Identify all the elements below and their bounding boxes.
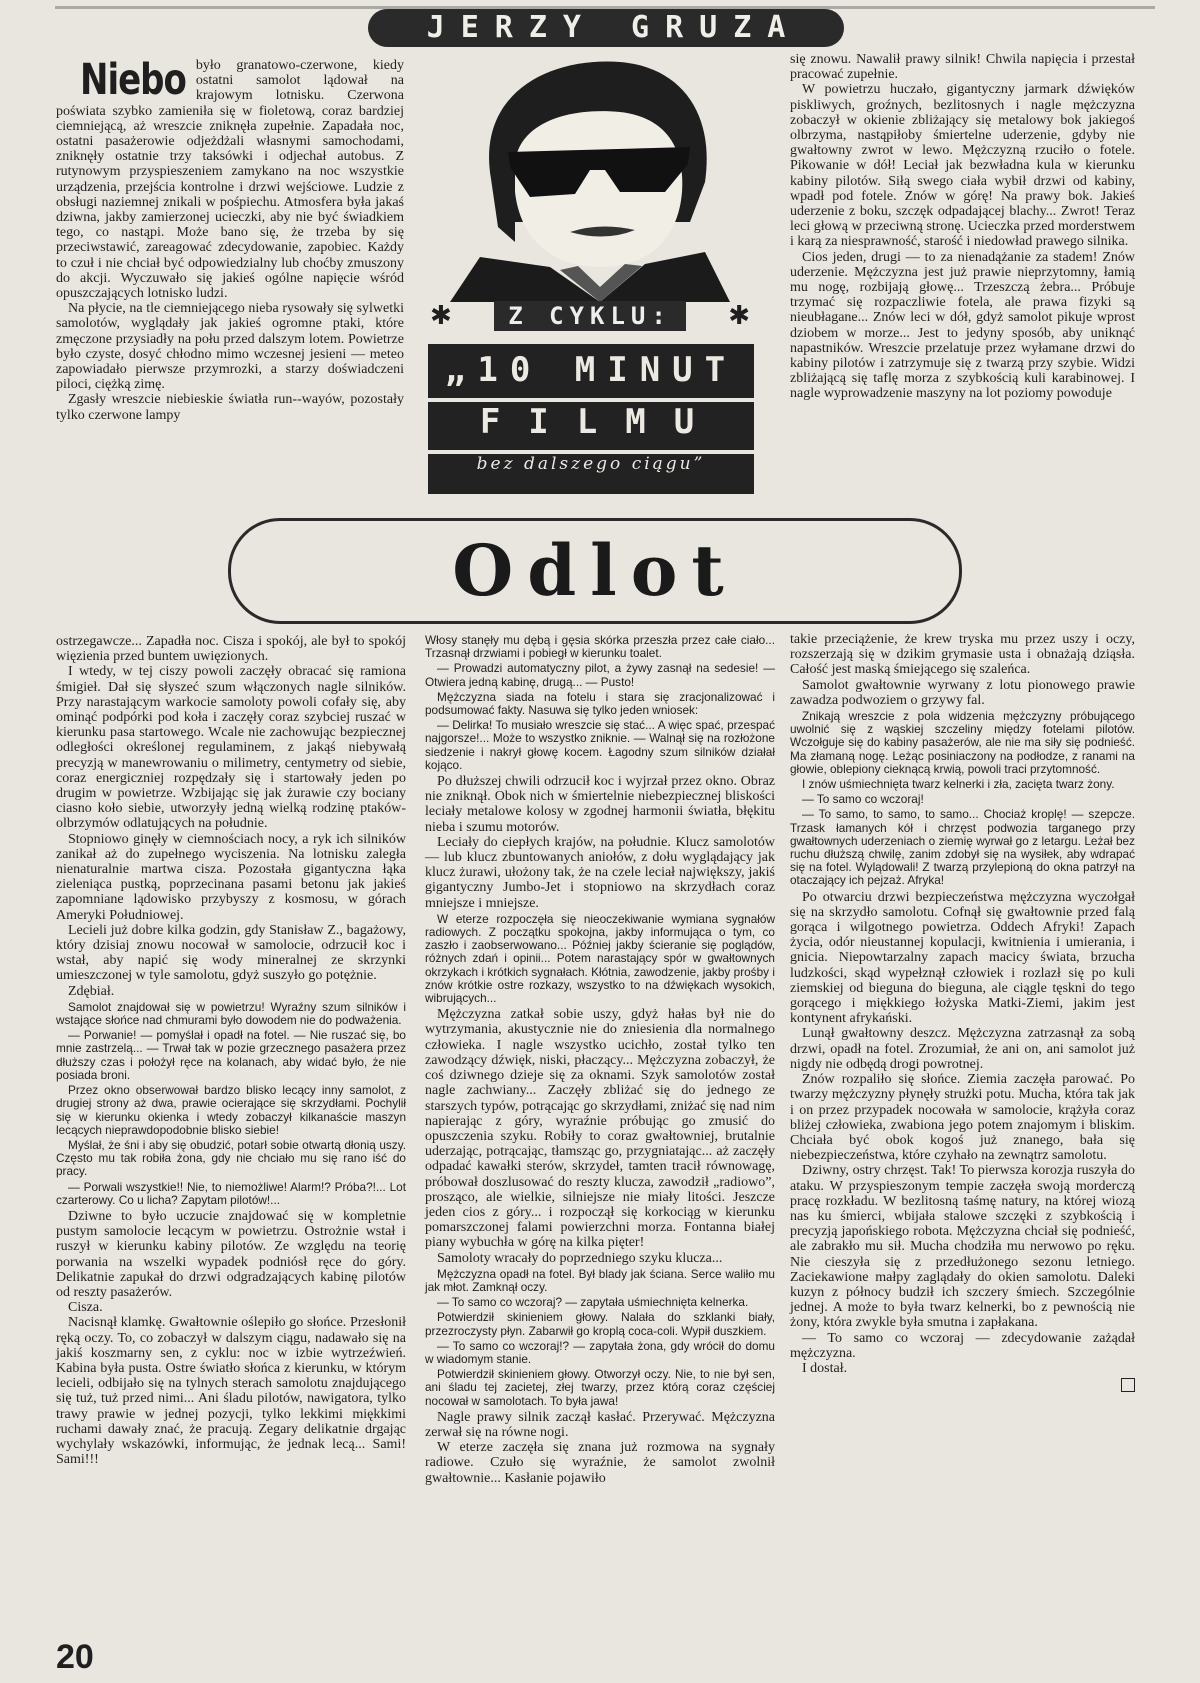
paragraph: Włosy stanęły mu dębą i gęsia skórka przeszła przez całe ciało... Trzasnął drzwiami i pobiegł w kierunku toalet.	[425, 633, 775, 661]
page-number: 20	[56, 1638, 94, 1676]
paragraph: — To samo co wczoraj!	[802, 792, 924, 807]
paragraph: Nacisnął klamkę. Gwałtownie oślepiło go słońce. Przesłonił ręką oczy. To, co zobaczył w dalszym ciągu, nadawało się na jakiś koszmarny sen, z cyklu: noc w izbie wytrzeźwień. Kabina była pusta. Ostre światło słońca z kierunku, w którym lecieli, odbijało się na tylnych sterach samolotu znajdującego się tuż, tuż przed nimi... Ani śladu pilotów, nawigatora, tylko trawy prawie w jednej pozycji, tylko lekkimi miękkimi ruchami dawały znać, że pracują. Zegary delikatnie drgając wychylały wskazówki, informując, że jednak lecą... Sami! Sami!!!	[56, 1315, 406, 1468]
paragraph: Zdębiał.	[68, 983, 115, 999]
star-icon: ✱	[430, 301, 452, 331]
paragraph: Po otwarciu drzwi bezpieczeństwa mężczyzna wyczołgał się na skrzydło samolotu. Cofnął się gwałtownie przed falą gorąca i wilgotnego powietrza. Oddech Afryki! Zapach życia, odór nieustannej kopulacji, kwitnienia i umierania, i gnicia. Niepowtarzalny zapach macicy świata, brzucha ludzkości, skąd wypełznął człowiek i rozlazł się po kuli ziemskiej od bieguna do bieguna, ale ciągle tęskni do tego gorącego i miękkiego łożyska Matki-Ziemi, jakim jest kontynent afrykański.	[790, 889, 1135, 1027]
paragraph: I dostał.	[802, 1360, 848, 1376]
series-prefix: Z CYKLU:	[494, 301, 686, 331]
paragraph: Lunął gwałtowny deszcz. Mężczyzna zatrzasnął za sobą drzwi, opadł na fotel. Zrozumiał, że ani on, ani samolot już nigdy nie odbędą drogi powrotnej.	[790, 1026, 1135, 1072]
paragraph: I znów uśmiechnięta twarz kelnerki i zła, zacięta twarz żony.	[802, 777, 1115, 792]
paragraph: Dziwne to było uczucie znajdować się w kompletnie pustym samolocie lecącym w powietrzu. Ostrożnie wstał i ruszył w kierunku kabiny pilotów. Ze względu na teorię porwania na wszelki wypadek podniósł ręce do góry. Delikatnie zapukał do drzwi odgradzających kabinę pilotów od reszty pasażerów.	[56, 1208, 406, 1300]
paragraph: W powietrzu huczało, gigantyczny jarmark dźwięków piskliwych, groźnych, bezlitosnych i nagle mężczyzna zobaczył w okienie zbliżający się metalowy bok jakiegoś olbrzyma, nastąpiłoby śmiertelne uderzenie, gdyby nie gwałtowny zwrot w lewo. Mężczyzną rzuciło o fotele. Pikowanie w dół! Leciał jak bezwładna kula w kierunku kabiny pilotów. Siłą swego ciała wybił drzwi od kabiny, wpadł pod fotele. Znów w górę! Na prawy bok. Jakieś uderzenie z boku, szczęk odpadającej blachy... Zwrot! Teraz leci głową w przeciwną stronę. Ucieczka przed morderstwem i karą za niesprawność, starość i niedowład prawego silnika.	[790, 82, 1135, 250]
star-icon: ✱	[728, 301, 750, 331]
paragraph: Mężczyzna opadł na fotel. Był blady jak ściana. Serce waliło mu jak młot. Zamknął oczy.	[425, 1266, 775, 1294]
paragraph: W eterze zaczęła się znana już rozmowa na sygnały radiowe. Czuło się wyraźnie, że samolot zwolnił gwałtownie... Kasłanie pojawiło	[425, 1440, 775, 1486]
author-name: JERZY GRUZA	[426, 10, 802, 45]
paragraph: Cios jeden, drugi — to za nienadążanie za stadem! Znów uderzenie. Mężczyzna jest już prawie nieprzytomny, łamią mu nogę, rozbijają głowę... Trzeszczą żebra... Próbuje trzymać się rozpaczliwie fotela, ale prawa fizyki są nieubłagane... Znów leci w dół, gdyż samolot pikuje wprost dziobem w morze... Jest to jedyny sposób, aby uniknąć napastników. Wreszcie przelatuje przez wyłamane drzwi do kabiny pilotów i zatrzymuje się z twarzą przy szybie. Widzi zbliżającą się taflę morza z szybkością kuli karabinowej. I nagle wyprowadzenie maszyny na lot poziomy powoduje	[790, 249, 1135, 402]
paragraph: — To samo co wczoraj — zdecydowanie zażądał mężczyzna.	[790, 1330, 1135, 1361]
cycle-line	[430, 302, 750, 330]
paragraph: I wtedy, w tej ciszy powoli zaczęły obracać się ramiona śmigieł. Dał się słyszeć szum włączonych nagle silników. Przy narastającym warkocie samoloty powoli cofały się, aby ominąć podpórki pod koła i zaczęły coraz szybciej ruszać w kierunku pasa startowego. Wcale nie zachowując bezpiecznej odległości określonej regulaminem, z jakąś niebywałą precyzją w manewrowaniu o milimetry, centymetry od siebie, coraz energiczniej rozpędzały się i startowały jeden po drugim w powietrze. Wzbijając się jak żurawie czy bociany ciasno koło siebie, utworzyły jedną wielką rodzinę ptaków-olbrzymów odlatujących na południe.	[56, 664, 406, 832]
paragraph: Zgasły wreszcie niebieskie światła run--wayów, pozostały tylko czerwone lampy	[56, 392, 404, 423]
paragraph: Potwierdził skinieniem głowy. Otworzył oczy. Nie, to nie był sen, ani śladu tej zacietej, złej twarzy, przez którą coraz częściej nocował w samolotach. To była jawa!	[425, 1367, 775, 1408]
divider	[428, 450, 754, 454]
portrait-illustration	[420, 52, 760, 302]
paragraph: — Delirka! To musiało wreszcie się stać... A więc spać, przespać najgorsze!... Może to wszystko zniknie. — Walnął się na rozłożone siedzenie i nakrył głowę kocem. Łagodny szum silników działał kojąco.	[425, 718, 775, 772]
paragraph: Samoloty wracały do poprzedniego szyku klucza...	[437, 1250, 723, 1266]
paragraph: — To samo co wczoraj!? — zapytała żona, gdy wrócił do domu w wiadomym stanie.	[425, 1338, 775, 1366]
paragraph: Nagle prawy silnik zaczął kasłać. Przerywać. Mężczyzna zerwał się na równe nogi.	[425, 1409, 775, 1440]
divider	[428, 398, 754, 402]
author-portrait-graphic	[420, 52, 760, 494]
paragraph: Samolot znajdował się w powietrzu! Wyraźny szum silników i wstające słońce nad chmurami było dowodem nie do podważenia.	[56, 999, 406, 1028]
paragraph: Myślał, że śni i aby się obudzić, potarł sobie otwartą dłonią uszy. Często mu tak robiła żona, gdy nie chciało mu się rano iść do pracy.	[56, 1137, 406, 1179]
paragraph: W eterze rozpoczęła się nieoczekiwanie wymiana sygnałów radiowych. Z początku spokojna, jakby informująca o tym, co zaszło i zaobserwowano... Później jakby ścieranie się poglądów, różnych zdań i opinii... Potem narastający spór w gwałtownych okrzykach i krótkich sygnałach. Kłótnia, zawodzenie, jakby prośby i znów krótkie ostre rozkazy, wszystko to na dźwiękach wysokich, wibrujących...	[425, 911, 775, 1006]
paragraph: ostrzegawcze... Zapadła noc. Cisza i spokój, ale był to spokój więzienia przed buntem uwięzionych.	[56, 634, 406, 665]
paragraph: Mężczyzna zatkał sobie uszy, gdyż hałas był nie do wytrzymania, akustycznie nie do zniesienia dla normalnego człowieka. I nagle wszystko ucichło, został tylko ten zawodzący dźwięk, niski, płaczący... Mężczyzna zobaczył, że coś dziwnego dzieje się za oknami. Szyk samolotów został nagle zachwiany... Zaczęły zbliżać się do jednego ze starszych typów, potrącając go skrzydłami, zniżać się nad nim napierając z góry, wyraźnie próbując go zmusić do opuszczenia szyku. Robiły to coraz gwałtowniej, brutalnie uderzając, potrącając, tłamsząc go, przygniatając... aż zaczęły odpadać kawałki sterów, skrzydeł, tamten tracił równowagę, próbował doszlusować do reszty klucza, zawodził „radiowo”, prosząco, ale wielkie, silniejsze nie miały litości. Jeszcze jeden cios z góry... i rozpoczął się korkociąg w kierunku pomarszczonej falami powierzchni morza. Fontanna białej piany wybuchła w górę na kilka pięter!	[425, 1007, 775, 1251]
paragraph: — To samo co wczoraj? — zapytała uśmiechnięta kelnerka.	[437, 1295, 749, 1310]
paragraph: Na płycie, na tle ciemniejącego nieba rysowały się sylwetki samolotów, wyglądały jak jakieś ogromne ptaki, które zmęczone przysiadły na połu przed dalszym lotem. Powietrze było czyste, dosyć chłodno mimo wczesnej jesieni — meteo zapowiadało pierwsze przymrozki, a starzy doświadczeni piloci, ciężką zimę.	[56, 301, 404, 393]
column-top-left	[56, 55, 404, 423]
series-subtitle: bez dalszego ciągu”	[476, 454, 706, 474]
column-3	[790, 632, 1135, 1392]
paragraph: — To samo, to samo, to samo... Chociaż kroplę! — szepcze. Trzask łamanych kół i chrzęst podwozia targanego przy gwałtownych uderzeniach o ziemię wyrwał go z letargu. Leżał bez ruchu dłuższą chwilę, zanim zdobył się na wysiłek, aby wdrapać się na fotel. Wylądowali! Z twarzą przylepioną do okna patrzył na otaczający ich pejzaż. Afryka!	[790, 807, 1135, 888]
paragraph: takie przeciążenie, że krew tryska mu przez uszy i oczy, rozszerzają się w dzikim grymasie usta i obnażają dziąsła. Całość jest maską śmiejącego się szaleńca.	[790, 632, 1135, 678]
paragraph: Mężczyzna siada na fotelu i stara się zracjonalizować i podsumować fakty. Nasuwa się tylko jeden wniosek:	[425, 689, 775, 718]
article-title: Odlot	[452, 529, 738, 612]
paragraph: — Porwali wszystkie!! Nie, to niemożliwe! Alarm!? Próba?!... Lot czarterowy. Co u licha? Zapytam pilotów!...	[56, 1179, 406, 1207]
paragraph: Potwierdził skinieniem głowy. Nalała do szklanki biały, przezroczysty płyn. Zabarwił go kroplą coca-coli. Wypił duszkiem.	[425, 1310, 775, 1338]
paragraph: było granatowo-czerwone, kiedy ostatni samolot lądował na krajowym lotnisku. Czerwona poświata szybko zamieniła się w fioletową, coraz bardziej ciemniejącą, aż wreszcie zniknęła zupełnie. Zapadała noc, ostatni pasażerowie odjeżdżali własnymi samochodami, zniknęły ostatnie trzy taksówki i odjechał autobus. Z rutynowym przyspieszeniem zamykano na noc wszystkie urządzenia, przejścia kontrolne i drzwi wejściowe. Ludzie z obsługi naziemnej znikali w pośpiechu. Atmosfera była jakaś dziwna, jakby zamierzonej ucieczki, aby nie być świadkiem tego, co nastąpi. Może bano się, że trzeba by się przeciwstawić, zareagować zdecydowanie, zapobiec. Każdy to czuł i nie chciał być odpowiedzialny lub choćby zmuszony do akcji. Wyczuwało się jakieś ogólne napięcie wśród opuszczających lotnisko ludzi.	[56, 58, 404, 302]
column-1	[56, 634, 406, 1467]
author-banner	[368, 9, 844, 47]
series-title-box	[428, 344, 754, 494]
paragraph: Samolot gwałtownie wyrwany z lotu pionowego prawie zawadza podwoziem o grzywy fal.	[790, 677, 1135, 708]
paragraph: Cisza.	[68, 1300, 103, 1316]
paragraph: Znów rozpaliło się słońce. Ziemia zaczęła parować. Po twarzy mężczyzny płynęły strużki potu. Mucha, która tak jak i on przez przypadek nocowała w samolocie, krążyła coraz bliżej człowieka, zwabiona jego potem znajomym i bliskim. Chciała być obok kogoś już znanego, bała się niebezpieczeństwa, które czyhało na zewnątrz samolotu.	[790, 1072, 1135, 1164]
paragraph: Leciały do ciepłych krajów, na południe. Klucz samolotów — lub klucz zbuntowanych aniołów, z dołu wyglądający jak klucz żurawi, ułożony tak, że na czele leciał największy, jakiś gigantyczny Jumbo-Jet i stopniowo na skrzydłach coraz mniejsze i mniejsze.	[425, 834, 775, 911]
paragraph: Dziwny, ostry chrzęst. Tak! To pierwsza korozja ruszyła do ataku. W przyspieszonym tempie zaczęła swoją morderczą pracę rozkładu. W bezlitosną taśmę natury, na której wiozą nas ku śmierci, wbijała stalowe szczęki z szybkością i precyzją japońskiego robota. Mężczyzna chciał się podnieść, ale zabrakło mu sił. Mucha chodziła mu nerwowo po ręku. Nie cieszyła się z przedłużonego sezonu letniego. Zaciekawione małpy zaglądały do okien samolotu. Daleki kuzyn z północy budził ich szczery śmiech. Szczególnie jednej. A może to była twarz kelnerki, bo z pewnością nie żony, która zwykle była smutna i zapłakana.	[790, 1163, 1135, 1331]
column-top-right	[790, 52, 1135, 402]
end-of-article-mark	[1121, 1378, 1135, 1392]
paragraph: Przez okno obserwował bardzo blisko lecący inny samolot, z drugiej strony aż dwa, prawie ocierające się skrzydłami. Pochylił się w kierunku okienka i wtedy zobaczył kilkanaście maszyn lecących nieprawdopodobnie blisko siebie!	[56, 1083, 406, 1137]
paragraph: — Porwanie! — pomyślał i opadł na fotel. — Nie ruszać się, bo mnie zastrzelą... — Trwał tak w pozie grzecznego pasażera przez dłuższy czas i położył ręce na kolanach, aby widać było, że nie posiada broni.	[56, 1028, 406, 1082]
series-title-line2: FILMU	[479, 402, 723, 442]
paragraph: Po dłuższej chwili odrzucił koc i wyjrzał przez okno. Obraz nie zniknął. Obok nich w śmiertelnie niebezpiecznej bliskości leciały metalowe kolosy w zgodnej harmonii światła, błękitu nieba i szumu motorów.	[425, 774, 775, 835]
paragraph: Lecieli już dobre kilka godzin, gdy Stanisław Z., bagażowy, który dzisiaj znowu nocował w samolocie, odrzucił koc i wstał, aby napić się wody mineralnej ze skrzynki umieszczonej w tyle samolotu, gdyż suszyło go potężnie.	[56, 922, 406, 984]
paragraph: Znikają wreszcie z pola widzenia mężczyzny próbującego uwolnić się z wąskiej szczeliny między fotelami pilotów. Wczołguje się do kabiny pasażerów, ale nie ma siły się podnieść. Ma złamaną nogę. Leżąc posiniaczony na podłodze, z ranami na głowie, oblepiony cieknącą krwią, powoli traci przytomność.	[790, 709, 1135, 776]
dropcap-word: Niebo	[80, 55, 186, 105]
paragraph: — Prowadzi automatyczny pilot, a żywy zasnął na sedesie! — Otwiera jedną kabinę, drugą... — Pusto!	[425, 661, 775, 689]
article-title-frame	[228, 518, 962, 624]
paragraph: się znowu. Nawalił prawy silnik! Chwila napięcia i przestał pracować zupełnie.	[790, 52, 1135, 83]
column-2	[425, 632, 775, 1486]
paragraph: Stopniowo ginęły w ciemnościach nocy, a ryk ich silników zanikał aż do zupełnego wyciszenia. Na lotnisku zaległa nienaturalnie martwa cisza. Pozostała gigantyczna łąka zieleniąca pustką, poprzecinana pasami betonu jak jakieś zapomniane lądowisko przybyszy z kosmosu, w górach Ameryki Południowej.	[56, 831, 406, 923]
series-title-line1: „10 MINUT	[444, 350, 738, 390]
